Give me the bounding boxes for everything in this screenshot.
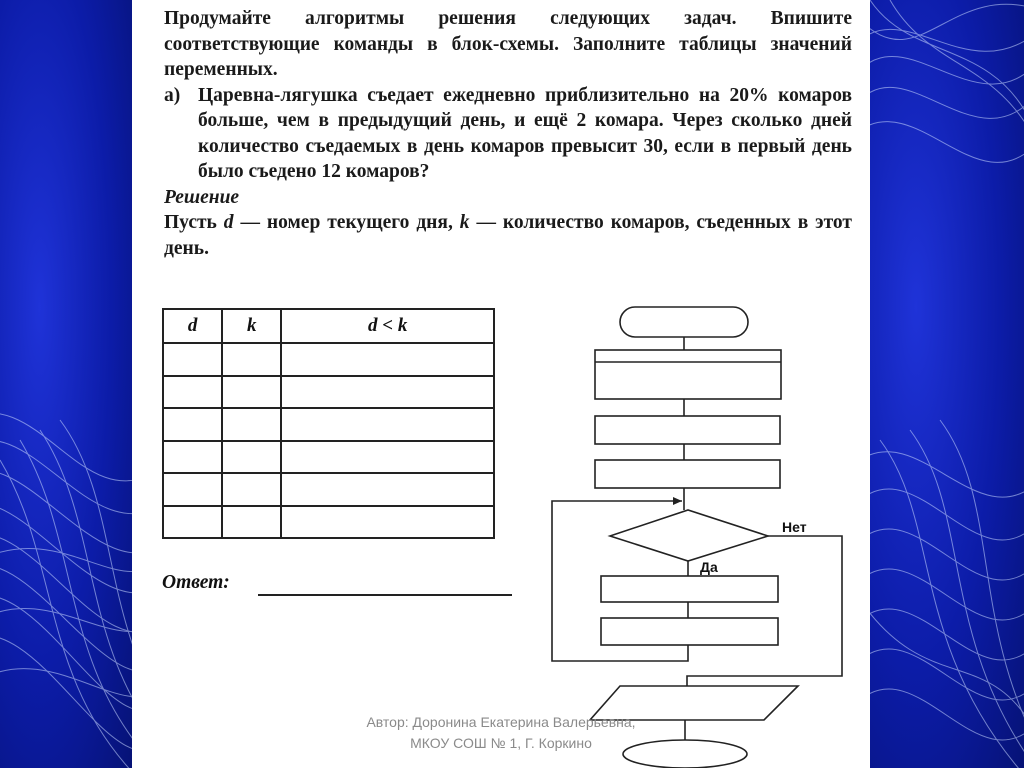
flowchart-start-terminal[interactable] [620,307,748,337]
solution-text-part: Пусть [164,212,224,233]
solution-heading: Решение [164,186,240,208]
variable-d: d [223,212,234,233]
left-decorative-background [0,0,132,768]
flowchart-loop-body-block[interactable] [601,576,778,602]
flowchart-label-yes: Да [700,559,718,575]
author-footer [132,712,870,754]
wave-pattern-left [0,0,132,768]
flowchart-process-block[interactable] [595,350,781,399]
task-intro: Продумайте алгоритмы решения следующих задач. Впишите соответствующие команды в блок-схемы. Заполните таблицы значений переменных. [164,8,852,80]
flowchart-process-block[interactable] [595,416,780,444]
flowchart-condition-diamond[interactable] [610,510,768,561]
wave-pattern-right [870,0,1024,768]
footer-author-line: Автор: Доронина Екатерина Валерьевна, [366,714,636,730]
answer-label: Ответ: [162,572,230,593]
solution-text-part: — количество комаров, съеденных в этот день. [164,212,852,259]
column-header-k: k [222,309,281,343]
task-item-text: Царевна-лягушка съедает ежедневно приблизительно на 20% комаров больше, чем в предыдущий день, и ещё 2 комара. Через сколько дней количество съедаемых в день комаров превысит 30, если в первый день было съедено 12 комаров? [198,84,852,182]
flowchart-process-block[interactable] [595,460,780,488]
worksheet-page [132,0,870,768]
solution-text-part: — номер текущего дня, [233,212,460,233]
footer-school-line: МКОУ СОШ № 1, Г. Коркино [410,735,592,751]
flowchart [132,0,870,768]
variable-k: k [459,212,470,233]
task-item-marker: а) [164,84,181,106]
column-header-d-less-k: d < k [281,309,494,343]
column-header-d: d [163,309,222,343]
right-decorative-background [870,0,1024,768]
flowchart-label-no: Нет [782,519,807,535]
flowchart-loop-body-block[interactable] [601,618,778,645]
